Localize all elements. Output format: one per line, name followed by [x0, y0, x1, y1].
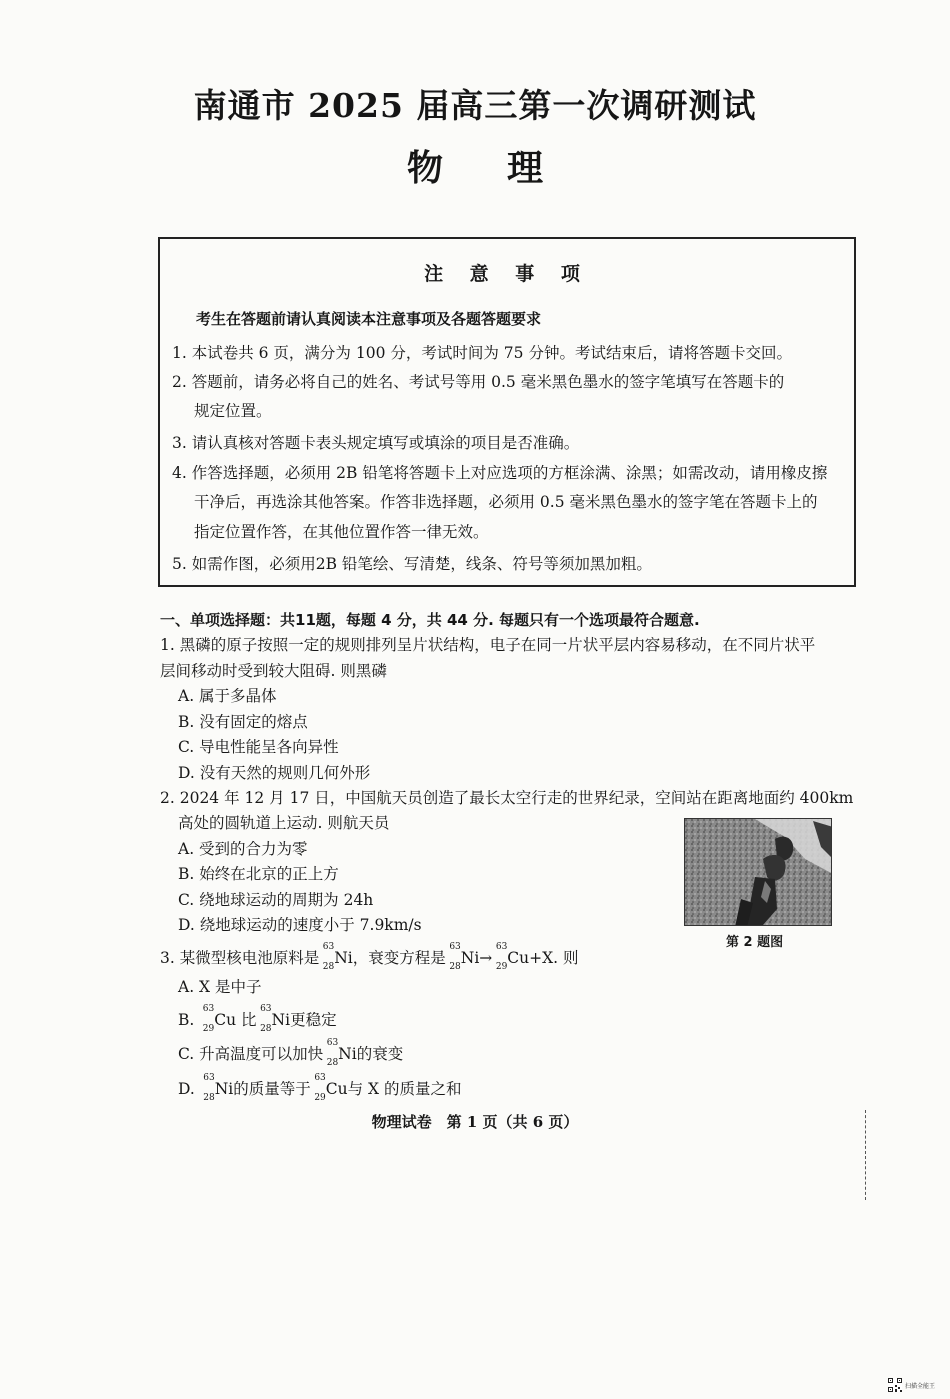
section-heading: 一、单项选择题：共11题，每题 4 分，共 44 分. 每题只有一个选项最符合题意.: [160, 611, 700, 629]
q3-optb-suffix: 更稳定: [290, 1011, 337, 1029]
decay-arrow: →: [479, 949, 493, 967]
ni-mass-number: 63: [203, 1073, 215, 1083]
astronaut-photo-image: [685, 819, 832, 926]
ni-symbol: Ni: [214, 1080, 234, 1098]
q3-optd-mid: 的质量等于: [233, 1080, 311, 1098]
cu-mass-number: 63: [202, 1004, 215, 1014]
notice-line-3: 3. 请认真核对答题卡表头规定填写或填涂的项目是否准确。: [172, 434, 580, 452]
qr-code-icon: [888, 1378, 902, 1392]
subject-char-2: 理: [507, 147, 544, 189]
ni-atomic-number: 28: [260, 1024, 272, 1034]
subject-title: [0, 140, 950, 191]
q2-stem-cont: 高处的圆轨道上运动. 则航天员: [178, 814, 390, 832]
nuclide-cu: [492, 942, 508, 972]
q3-optc-prefix: C. 升高温度可以加快: [178, 1045, 324, 1063]
q3-option-d: [178, 1073, 462, 1103]
cu-mass-number: 63: [495, 942, 508, 952]
q3-optd-prefix: D.: [178, 1080, 200, 1098]
nuclide-cu: [311, 1073, 326, 1103]
notice-line-4-cont-2: 指定位置作答，在其他位置作答一律无效。: [194, 523, 489, 541]
ni-mass-number: 63: [260, 1004, 272, 1014]
cu-symbol: Cu: [325, 1080, 348, 1098]
cu-symbol: Cu: [214, 1011, 237, 1029]
notice-line-4-cont-1: 干净后，再选涂其他答案。作答非选择题，必须用 0.5 毫米黑色墨水的签字笔在答题卡上的: [194, 493, 818, 511]
notice-line-1: 1. 本试卷共 6 页，满分为 100 分，考试时间为 75 分钟。考试结束后，请将答题卡交回。: [172, 344, 792, 362]
q2-option-d: D. 绕地球运动的速度小于 7.9km/s: [178, 916, 422, 934]
ni-atomic-number: 28: [203, 1093, 215, 1103]
q3-option-c: [178, 1038, 404, 1068]
fold-line: [865, 1110, 867, 1200]
q2-stem: 2. 2024 年 12 月 17 日，中国航天员创造了最长太空行走的世界纪录，空间站在距离地面约 400km: [160, 789, 854, 807]
q1-option-b: B. 没有固定的熔点: [178, 713, 308, 731]
q1-stem: 1. 黑磷的原子按照一定的规则排列呈片状结构，电子在同一片状平层内容易移动，在不同片状平: [160, 636, 816, 654]
q1-option-d: D. 没有天然的规则几何外形: [178, 764, 371, 782]
nuclide-ni: [323, 1038, 339, 1068]
scanner-label: 扫描全能王: [905, 1382, 936, 1390]
nuclide-ni: [257, 1004, 272, 1034]
page-footer: 物理试卷 第 1 页（共 6 页）: [371, 1113, 579, 1131]
q2-option-a: A. 受到的合力为零: [178, 840, 308, 858]
q2-figure-caption: 第 2 题图: [726, 935, 784, 950]
scanner-watermark: [888, 1377, 942, 1393]
q3-stem-suffix: +X. 则: [529, 949, 579, 967]
ni-atomic-number: 28: [326, 1058, 339, 1068]
ni-mass-number: 63: [326, 1038, 339, 1048]
ni-atomic-number: 28: [449, 962, 461, 972]
ni-mass-number: 63: [449, 942, 461, 952]
q2-option-b: B. 始终在北京的正上方: [178, 865, 339, 883]
ni-symbol: Ni: [338, 1045, 357, 1063]
q3-optb-prefix: B.: [178, 1011, 200, 1029]
ni-symbol: Ni: [334, 949, 353, 967]
q2-figure-astronaut-photo: [684, 818, 832, 926]
ni-symbol: Ni: [271, 1011, 291, 1029]
nuclide-ni: [446, 942, 461, 972]
nuclide-cu: [199, 1004, 215, 1034]
q1-option-a: A. 属于多晶体: [178, 687, 277, 705]
cu-atomic-number: 29: [495, 962, 508, 972]
cu-mass-number: 63: [314, 1073, 326, 1083]
q1-option-c: C. 导电性能呈各向异性: [178, 738, 339, 756]
nuclide-ni: [200, 1073, 215, 1103]
page-title: 南通市 2025 届高三第一次调研测试: [193, 86, 757, 125]
q3-optd-suffix: 与 X 的质量之和: [347, 1080, 462, 1098]
notice-line-5: 5. 如需作图，必须用2B 铅笔绘、写清楚，线条、符号等须加黑加粗。: [172, 555, 652, 573]
q2-option-c: C. 绕地球运动的周期为 24h: [178, 891, 374, 909]
ni-symbol: Ni: [460, 949, 480, 967]
notice-line-2-cont: 规定位置。: [194, 402, 272, 420]
cu-atomic-number: 29: [202, 1024, 215, 1034]
subject-char-1: 物: [406, 147, 443, 189]
notice-line-2: 2. 答题前，请务必将自己的姓名、考试号等用 0.5 毫米黑色墨水的签字笔填写在答题卡的: [172, 373, 785, 391]
q3-option-b: [178, 1004, 337, 1034]
q3-optc-suffix: 的衰变: [356, 1045, 404, 1063]
notice-line-4: 4. 作答选择题，必须用 2B 铅笔将答题卡上对应选项的方框涂满、涂黑；如需改动，请用橡皮擦: [172, 464, 828, 482]
notice-intro: 考生在答题前请认真阅读本注意事项及各题答题要求: [196, 310, 542, 328]
q1-stem-cont: 层间移动时受到较大阻碍. 则黑磷: [160, 662, 387, 680]
q3-stem: [160, 942, 579, 972]
q3-stem-prefix: 3. 某微型核电池原料是: [160, 949, 320, 967]
notice-heading: 注 意 事 项: [424, 263, 590, 285]
q3-stem-mid: ，衰变方程是: [352, 949, 446, 967]
nuclide-ni: [319, 942, 335, 972]
notice-box: [158, 237, 856, 587]
ni-mass-number: 63: [322, 942, 335, 952]
cu-atomic-number: 29: [314, 1093, 326, 1103]
cu-symbol: Cu: [507, 949, 530, 967]
q3-option-a: A. X 是中子: [178, 978, 262, 996]
ni-atomic-number: 28: [322, 962, 335, 972]
q3-optb-mid: 比: [236, 1011, 257, 1029]
